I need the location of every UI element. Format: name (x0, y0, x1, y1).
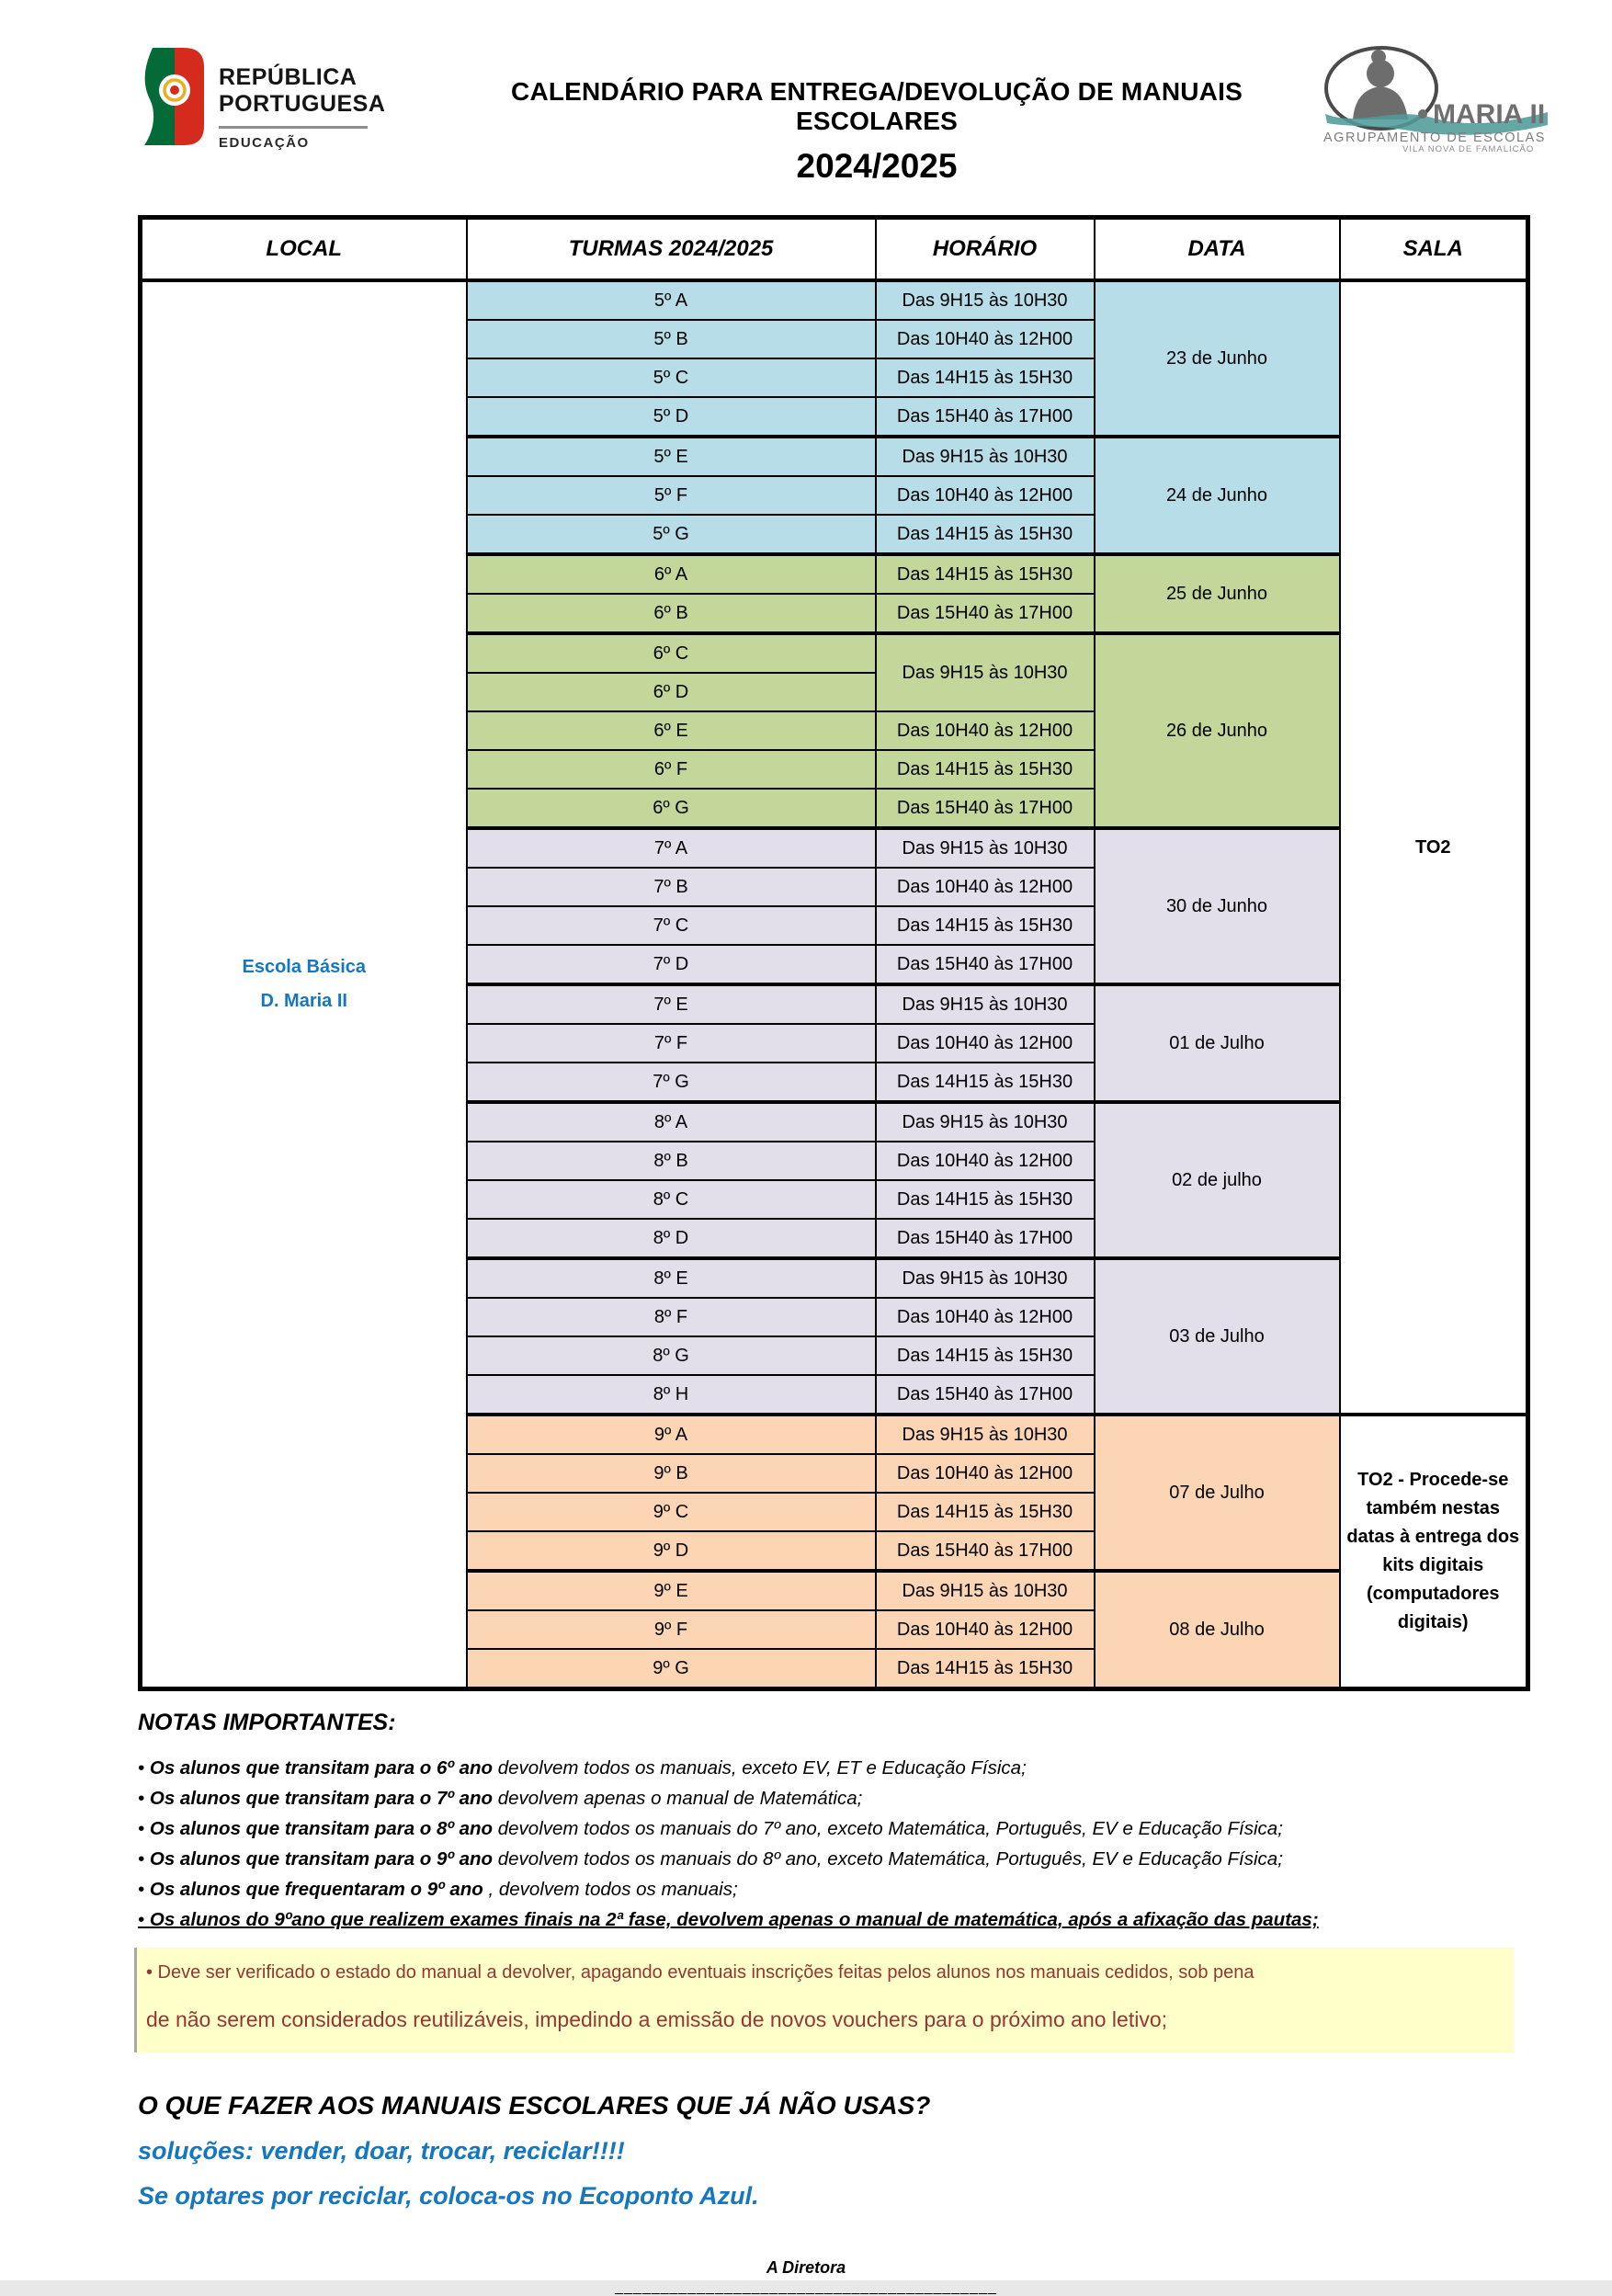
signature-line: __________________________________________ (615, 2279, 997, 2295)
turma-cell: 9º F (467, 1610, 876, 1649)
turma-cell: 5º C (467, 358, 876, 397)
turma-cell: 8º F (467, 1298, 876, 1336)
horario-cell: Das 15H40 às 17H00 (876, 1531, 1095, 1571)
horario-cell: Das 9H15 às 10H30 (876, 1102, 1095, 1142)
schedule-rows (141, 280, 1528, 1689)
horario-cell: Das 9H15 às 10H30 (876, 1258, 1095, 1298)
note-item: • Os alunos que frequentaram o 9º ano , devolvem todos os manuais; (138, 1879, 738, 1900)
title-block (441, 42, 1312, 186)
header-local: LOCAL (141, 218, 467, 281)
note-item: • Os alunos do 9ºano que realizem exames finais na 2ª fase, devolvem apenas o manual de matemática, após a afixação das pautas; (138, 1909, 1319, 1930)
school-logo (1312, 42, 1551, 157)
horario-cell: Das 14H15 às 15H30 (876, 1063, 1095, 1102)
horario-cell: Das 10H40 às 12H00 (876, 1142, 1095, 1180)
horario-cell: Das 14H15 às 15H30 (876, 1649, 1095, 1689)
gov-logo-subtitle: EDUCAÇÃO (219, 135, 310, 151)
header-data: DATA (1095, 218, 1340, 281)
signature-title: A Diretora (766, 2258, 846, 2277)
local-line: D. Maria II (260, 991, 347, 1011)
turma-cell: 8º H (467, 1375, 876, 1415)
gov-logo (138, 42, 441, 151)
turma-cell: 5º E (467, 437, 876, 476)
turma-cell: 8º G (467, 1336, 876, 1375)
notes-list (138, 1753, 1612, 1935)
note-item: • Os alunos que transitam para o 7º ano devolvem apenas o manual de Matemática; (138, 1788, 863, 1809)
turma-cell: 9º A (467, 1415, 876, 1454)
note-item: • Os alunos que transitam para o 8º ano devolvem todos os manuais do 7º ano, exceto Matemática, Português, EV e Educação Física; (138, 1818, 1283, 1839)
turma-cell: 8º B (467, 1142, 876, 1180)
warning-line2: de não serem considerados reutilizáveis, impedindo a emissão de novos vouchers para o próximo ano letivo; (146, 2007, 1167, 2031)
date-cell: 02 de julho (1095, 1102, 1340, 1258)
turma-cell: 7º A (467, 828, 876, 868)
gov-logo-rule (219, 126, 368, 129)
turma-cell: 5º D (467, 397, 876, 437)
turma-cell: 8º E (467, 1258, 876, 1298)
turma-cell: 6º B (467, 594, 876, 633)
horario-cell: Das 9H15 às 10H30 (876, 633, 1095, 711)
header-turmas: TURMAS 2024/2025 (467, 218, 876, 281)
horario-cell: Das 9H15 às 10H30 (876, 828, 1095, 868)
turma-cell: 7º E (467, 984, 876, 1024)
horario-cell: Das 14H15 às 15H30 (876, 515, 1095, 554)
date-cell: 23 de Junho (1095, 280, 1340, 437)
school-logo-name: MARIA II (1433, 99, 1546, 130)
turma-cell: 6º A (467, 554, 876, 594)
turma-cell: 5º A (467, 280, 876, 320)
horario-cell: Das 15H40 às 17H00 (876, 1375, 1095, 1415)
header-row (141, 218, 1528, 281)
horario-cell: Das 10H40 às 12H00 (876, 1298, 1095, 1336)
header-horario: HORÁRIO (876, 218, 1095, 281)
note-item: • Os alunos que transitam para o 9º ano devolvem todos os manuais do 8º ano, exceto Matemática, Português, EV e Educação Física; (138, 1848, 1283, 1870)
date-cell: 03 de Julho (1095, 1258, 1340, 1415)
turma-cell: 9º C (467, 1493, 876, 1531)
note-item: • Os alunos que transitam para o 6º ano devolvem todos os manuais, exceto EV, ET e Educação Física; (138, 1757, 1027, 1779)
turma-cell: 6º E (467, 711, 876, 750)
school-emblem-icon (1312, 42, 1551, 153)
horario-cell: Das 9H15 às 10H30 (876, 1415, 1095, 1454)
turma-cell: 6º C (467, 633, 876, 673)
turma-cell: 6º D (467, 673, 876, 711)
portugal-flag-icon (138, 42, 206, 151)
schedule-row (141, 280, 1528, 320)
date-cell: 30 de Junho (1095, 828, 1340, 984)
horario-cell: Das 9H15 às 10H30 (876, 984, 1095, 1024)
horario-cell: Das 15H40 às 17H00 (876, 397, 1095, 437)
turma-cell: 7º B (467, 868, 876, 906)
turma-cell: 6º F (467, 750, 876, 789)
date-cell: 08 de Julho (1095, 1571, 1340, 1689)
turma-cell: 5º G (467, 515, 876, 554)
footer-solutions: soluções: vender, doar, trocar, reciclar!!!! (138, 2137, 625, 2165)
turma-cell: 7º D (467, 945, 876, 984)
turma-cell: 9º G (467, 1649, 876, 1689)
notes-title: NOTAS IMPORTANTES: (138, 1710, 396, 1735)
horario-cell: Das 10H40 às 12H00 (876, 1454, 1095, 1493)
horario-cell: Das 14H15 às 15H30 (876, 1493, 1095, 1531)
document-year: 2024/2025 (796, 147, 958, 185)
turma-cell: 9º B (467, 1454, 876, 1493)
horario-cell: Das 10H40 às 12H00 (876, 476, 1095, 515)
horario-cell: Das 14H15 às 15H30 (876, 554, 1095, 594)
turma-cell: 7º G (467, 1063, 876, 1102)
warning-line1: • Deve ser verificado o estado do manual a devolver, apagando eventuais inscrições feitas pelos alunos nos manuais cedidos, sob pena (146, 1962, 1254, 1983)
horario-cell: Das 14H15 às 15H30 (876, 1180, 1095, 1219)
school-logo-location: VILA NOVA DE FAMALICÃO (1402, 144, 1535, 154)
gov-logo-line2: PORTUGUESA (219, 91, 386, 117)
horario-cell: Das 10H40 às 12H00 (876, 1610, 1095, 1649)
horario-cell: Das 14H15 às 15H30 (876, 1336, 1095, 1375)
horario-cell: Das 9H15 às 10H30 (876, 1571, 1095, 1610)
turma-cell: 7º C (467, 906, 876, 945)
horario-cell: Das 15H40 às 17H00 (876, 945, 1095, 984)
gov-logo-text (219, 42, 385, 151)
sala-cell: TO2 (1340, 280, 1528, 1415)
footer-recycle: Se optares por reciclar, coloca-os no Ecoponto Azul. (138, 2182, 759, 2210)
date-cell: 24 de Junho (1095, 437, 1340, 554)
turma-cell: 8º A (467, 1102, 876, 1142)
horario-cell: Das 9H15 às 10H30 (876, 437, 1095, 476)
horario-cell: Das 15H40 às 17H00 (876, 594, 1095, 633)
date-cell: 25 de Junho (1095, 554, 1340, 633)
horario-cell: Das 15H40 às 17H00 (876, 789, 1095, 828)
horario-cell: Das 14H15 às 15H30 (876, 906, 1095, 945)
horario-cell: Das 9H15 às 10H30 (876, 280, 1095, 320)
horario-cell: Das 14H15 às 15H30 (876, 358, 1095, 397)
date-cell: 26 de Junho (1095, 633, 1340, 828)
date-cell: 07 de Julho (1095, 1415, 1340, 1571)
horario-cell: Das 10H40 às 12H00 (876, 1024, 1095, 1063)
turma-cell: 5º B (467, 320, 876, 358)
horario-cell: Das 10H40 às 12H00 (876, 868, 1095, 906)
turma-cell: 9º E (467, 1571, 876, 1610)
gov-logo-line1: REPÚBLICA (219, 64, 358, 90)
turma-cell: 9º D (467, 1531, 876, 1571)
warning-box (134, 1948, 1514, 2052)
horario-cell: Das 10H40 às 12H00 (876, 711, 1095, 750)
turma-cell: 7º F (467, 1024, 876, 1063)
local-cell (141, 280, 467, 1689)
local-line: Escola Básica (242, 957, 367, 977)
school-logo-agrupamento: AGRUPAMENTO DE ESCOLAS (1323, 131, 1546, 145)
turma-cell: 5º F (467, 476, 876, 515)
horario-cell: Das 10H40 às 12H00 (876, 320, 1095, 358)
footer-question: O QUE FAZER AOS MANUAIS ESCOLARES QUE JÁ NÃO USAS? (138, 2091, 931, 2120)
turma-cell: 8º D (467, 1219, 876, 1258)
horario-cell: Das 15H40 às 17H00 (876, 1219, 1095, 1258)
sala-note-cell: TO2 - Procede-se também nestas datas à entrega dos kits digitais (computadores digitais) (1340, 1415, 1528, 1689)
header-sala: SALA (1340, 218, 1528, 281)
horario-cell: Das 14H15 às 15H30 (876, 750, 1095, 789)
turma-cell: 6º G (467, 789, 876, 828)
date-cell: 01 de Julho (1095, 984, 1340, 1102)
page-header (0, 0, 1612, 186)
turma-cell: 8º C (467, 1180, 876, 1219)
schedule-table (138, 215, 1530, 1691)
document-title: CALENDÁRIO PARA ENTREGA/DEVOLUÇÃO DE MANUAIS ESCOLARES (511, 77, 1243, 135)
